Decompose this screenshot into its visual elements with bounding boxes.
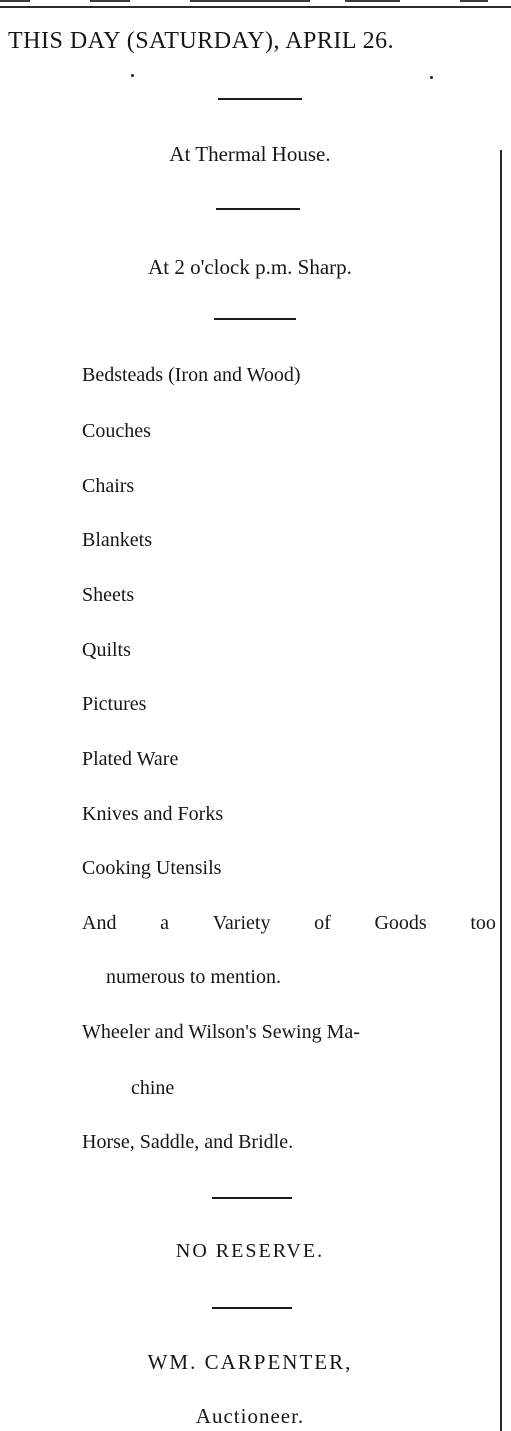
variety-word: of (314, 912, 331, 934)
top-rule-dash (190, 0, 310, 2)
list-item: Quilts (82, 639, 131, 661)
top-rule-dash (460, 0, 488, 2)
dateline: THIS DAY (SATURDAY), APRIL 26. (8, 28, 395, 54)
section-rule (214, 318, 296, 320)
list-item-continuation: numerous to mention. (106, 966, 281, 988)
no-reserve-notice: NO RESERVE. (175, 1240, 325, 1262)
variety-word: a (160, 912, 170, 934)
variety-word: too (470, 912, 496, 934)
section-rule (212, 1197, 292, 1199)
variety-word: Goods (374, 912, 427, 934)
list-item-sewing: Wheeler and Wilson's Sewing Ma- (82, 1021, 360, 1043)
auctioneer-name: WM. CARPENTER, (147, 1350, 353, 1374)
section-rule (212, 1307, 292, 1309)
top-rule (0, 6, 511, 8)
list-item: Knives and Forks (82, 803, 224, 825)
list-item: Plated Ware (82, 748, 179, 770)
list-item: Blankets (82, 529, 152, 551)
sale-time: At 2 o'clock p.m. Sharp. (148, 255, 352, 279)
list-item-variety (82, 912, 496, 935)
list-item: Horse, Saddle, and Bridle. (82, 1131, 294, 1153)
section-rule (216, 208, 300, 210)
auctioneer-title: Auctioneer. (195, 1404, 305, 1428)
top-rule-dash (0, 0, 30, 2)
list-item: Chairs (82, 475, 135, 497)
list-item: Cooking Utensils (82, 857, 222, 879)
top-rule-dash (90, 0, 130, 2)
top-rule-dash (345, 0, 400, 2)
list-item: Couches (82, 420, 151, 442)
column-border (500, 150, 502, 1431)
variety-word: Variety (212, 912, 271, 934)
list-item: Bedsteads (Iron and Wood) (82, 364, 301, 386)
print-speck (131, 74, 134, 77)
list-item: Sheets (82, 584, 135, 606)
variety-word: And (82, 912, 117, 934)
list-item-continuation: chine (131, 1077, 175, 1099)
section-rule (218, 98, 302, 100)
list-item: Pictures (82, 693, 147, 715)
sale-venue: At Thermal House. (169, 142, 331, 166)
print-speck (430, 76, 433, 79)
